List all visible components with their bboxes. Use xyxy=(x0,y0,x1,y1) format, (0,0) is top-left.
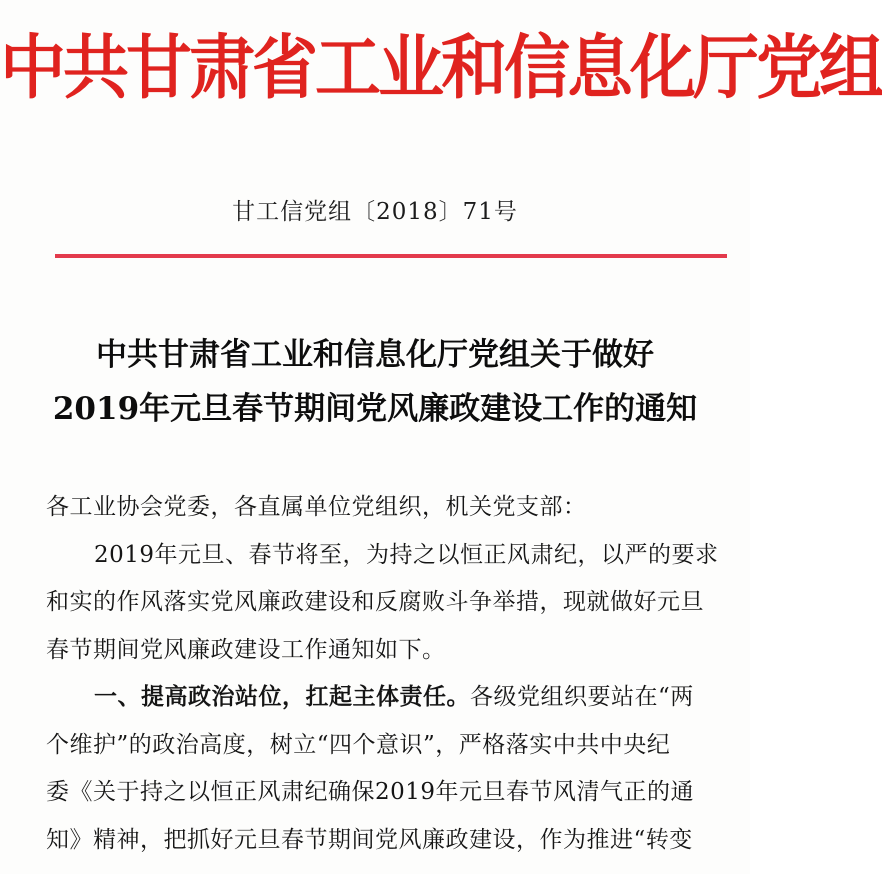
notice-title-line-2: 2019年元旦春节期间党风廉政建设工作的通知 xyxy=(52,391,698,427)
document-number: 甘工信党组〔2018〕71号 xyxy=(232,199,518,225)
section-1-line-4: 知》精神，把抓好元旦春节期间党风廉政建设，作为推进“转变 xyxy=(46,827,693,853)
red-divider-line xyxy=(55,254,727,258)
section-1-heading: 一、提高政治站位，扛起主体责任。 xyxy=(94,683,470,710)
issuer-header: 中共甘肃省工业和信息化厅党组 xyxy=(0,27,882,109)
paragraph-1-line-3: 春节期间党风廉政建设工作通知如下。 xyxy=(46,637,446,663)
section-1-first-line xyxy=(94,681,694,713)
section-1-line-3: 委《关于持之以恒正风肃纪确保2019年元旦春节风清气正的通 xyxy=(46,779,695,805)
section-1-lead: 各级党组织要站在“两 xyxy=(470,684,694,710)
section-1-line-2: 个维护”的政治高度，树立“四个意识”，严格落实中共中央纪 xyxy=(46,732,671,758)
salutation: 各工业协会党委，各直属单位党组织，机关党支部： xyxy=(46,494,587,520)
paragraph-1-line-2: 和实的作风落实党风廉政建设和反腐败斗争举措，现就做好元旦 xyxy=(46,589,704,615)
notice-title-line-1: 中共甘肃省工业和信息化厅党组关于做好 xyxy=(96,337,654,373)
paragraph-1-line-1: 2019年元旦、春节将至，为持之以恒正风肃纪，以严的要求 xyxy=(94,542,719,568)
